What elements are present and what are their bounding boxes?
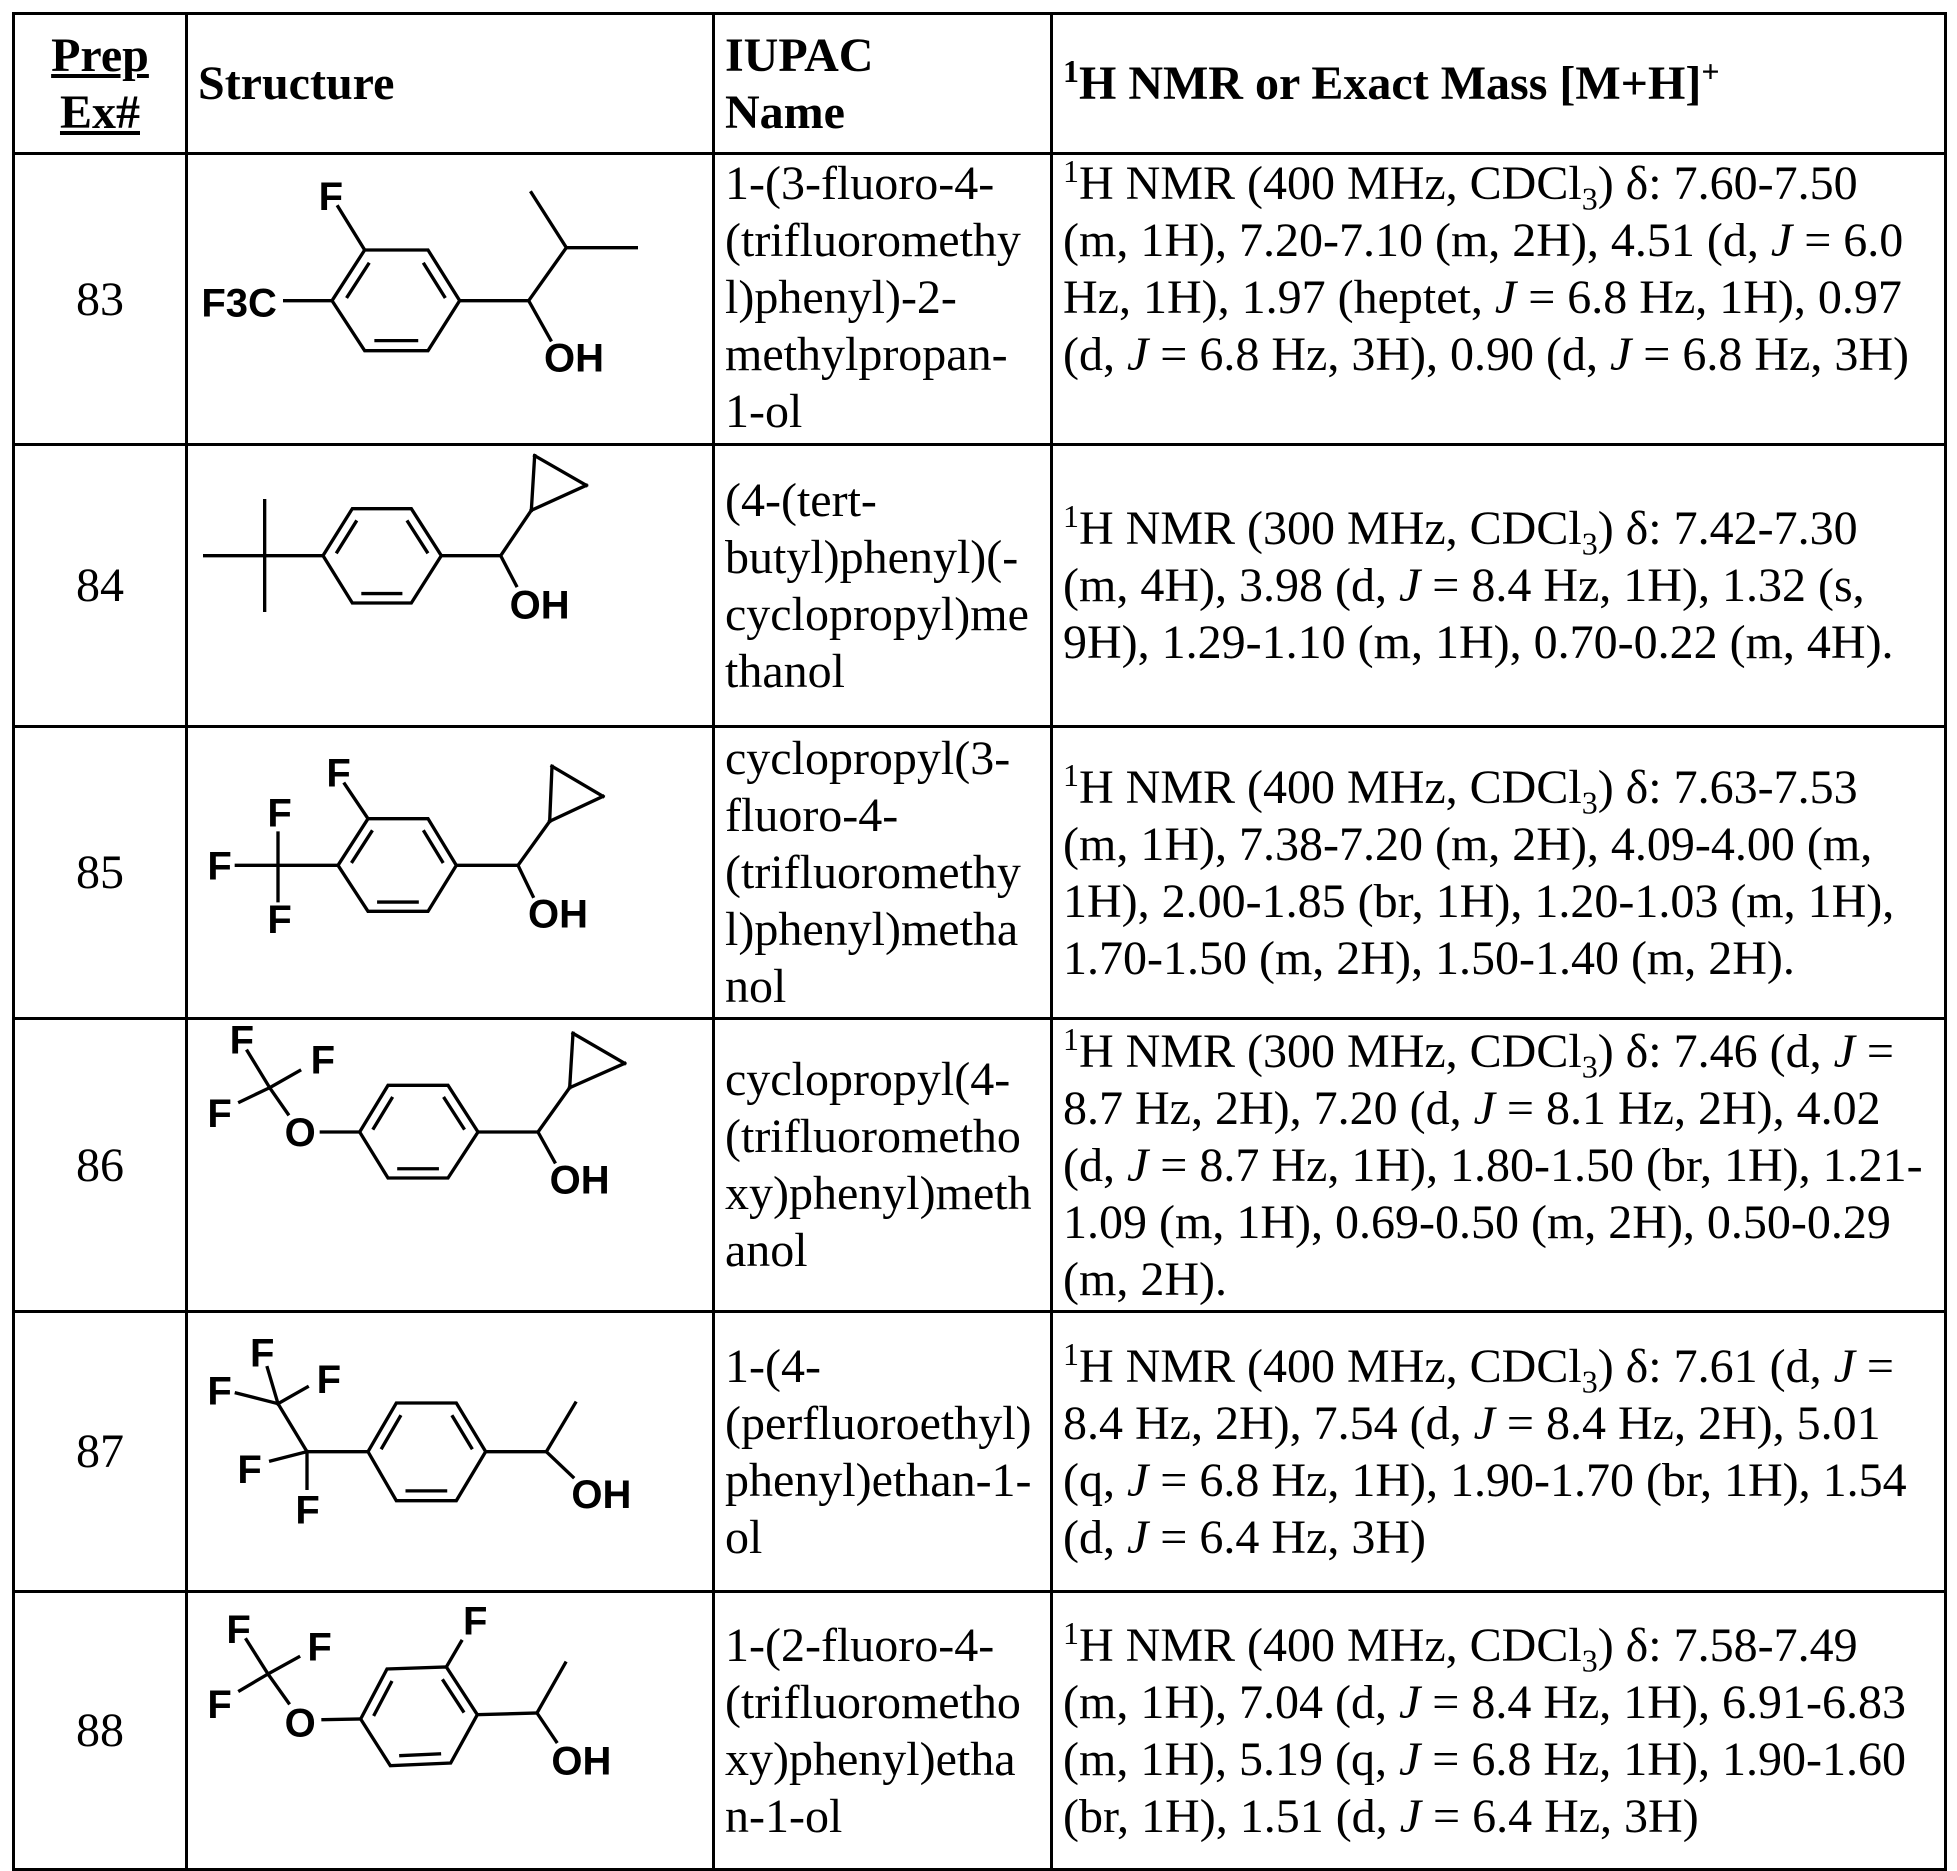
atom-label: F <box>295 1489 319 1533</box>
nmr-data: 1H NMR (300 MHz, CDCl3) δ: 7.42-7.30 (m, 4H), 3.98 (d, J = 8.4 Hz, 1H), 1.32 (s, 9H), 1.29-1.10 (m, 1H), 0.70-0.22 (m, 4H). <box>1052 445 1946 727</box>
bond <box>537 1713 556 1742</box>
bond <box>236 1393 278 1404</box>
prep-ex-number: 85 <box>14 727 187 1019</box>
header-prep-ex <box>14 14 187 154</box>
atom-label: O <box>285 1701 316 1745</box>
double-bond <box>401 1754 440 1756</box>
table-row <box>14 727 1946 1019</box>
structure-cell <box>187 1592 714 1870</box>
atom-label: F3C <box>201 282 277 326</box>
iupac-name-line: l)phenyl)metha <box>725 901 1040 958</box>
header-iupac-name <box>714 14 1052 154</box>
iupac-name-line: (trifluoromethy <box>725 212 1040 269</box>
bond <box>531 456 534 511</box>
bond <box>240 1674 268 1691</box>
structure-cell <box>187 1019 714 1312</box>
bond <box>323 1719 361 1720</box>
atom-label: F <box>207 845 231 889</box>
iupac-name-line: methylpropan- <box>725 326 1040 383</box>
iupac-name-line: cyclopropyl)me <box>725 586 1040 643</box>
iupac-name-line: 1-(4- <box>725 1338 1040 1395</box>
atom-label: F <box>317 1358 341 1402</box>
structure-drawing <box>188 1020 715 1310</box>
benzene-ring <box>338 819 456 912</box>
structure-drawing <box>188 155 715 443</box>
bond <box>477 1713 537 1715</box>
bond <box>529 301 551 340</box>
structure-drawing <box>188 728 715 1017</box>
benzene-ring <box>332 250 460 351</box>
iupac-name-line: n-1-ol <box>725 1788 1040 1845</box>
nmr-data: 1H NMR (300 MHz, CDCl3) δ: 7.46 (d, J = 8.7 Hz, 2H), 7.20 (d, J = 8.1 Hz, 2H), 4.02 (d, J = 8.7 Hz, 1H), 1.80-1.50 (br, 1H), 1.21-1.09 (m, 1H), 0.69-0.50 (m, 2H), 0.50-0.29 (m, 2H). <box>1052 1019 1946 1312</box>
bond <box>501 556 517 586</box>
atom-label: F <box>463 1600 487 1644</box>
structure-cell <box>187 1312 714 1592</box>
header-prep-line: Prep <box>51 29 149 82</box>
bond <box>278 1387 307 1404</box>
atom-label: OH <box>550 1159 610 1203</box>
atom-label: F <box>250 1331 274 1375</box>
iupac-name <box>714 727 1052 1019</box>
bond <box>278 1404 307 1452</box>
nmr-data: 1H NMR (400 MHz, CDCl3) δ: 7.60-7.50 (m, 1H), 7.20-7.10 (m, 2H), 4.51 (d, J = 6.0 Hz, 1H), 1.97 (heptet, J = 6.8 Hz, 1H), 0.97 (d, J = 6.8 Hz, 3H), 0.90 (d, J = 6.8 Hz, 3H) <box>1052 154 1946 445</box>
bond <box>570 1063 625 1087</box>
bond <box>538 1088 570 1132</box>
prep-ex-number: 87 <box>14 1312 187 1592</box>
structure-cell <box>187 154 714 445</box>
iupac-name-line: thanol <box>725 643 1040 700</box>
table-row <box>14 445 1946 727</box>
header-nmr-sup: 1 <box>1063 53 1079 89</box>
bond <box>531 485 586 510</box>
prep-ex-number: 88 <box>14 1592 187 1870</box>
bond <box>550 766 552 821</box>
bond <box>270 1088 288 1114</box>
iupac-name <box>714 154 1052 445</box>
bond <box>546 1403 575 1452</box>
bond <box>501 510 532 555</box>
atom-label: F <box>326 751 350 795</box>
iupac-name-line: (4-(tert- <box>725 472 1040 529</box>
iupac-name-line: xy)phenyl)etha <box>725 1731 1040 1788</box>
atom-label: F <box>207 1370 231 1414</box>
atom-label: F <box>319 175 343 219</box>
bond <box>446 1641 461 1667</box>
iupac-name <box>714 445 1052 727</box>
iupac-name-line: ol <box>725 1509 1040 1566</box>
bond <box>518 821 550 865</box>
atom-label: F <box>207 1092 231 1136</box>
table-row <box>14 1312 1946 1592</box>
prep-ex-number: 83 <box>14 154 187 445</box>
iupac-name-line: (trifluoromethy <box>725 844 1040 901</box>
bond <box>240 1088 270 1102</box>
atom-label: F <box>237 1448 261 1492</box>
iupac-name-line: nol <box>725 958 1040 1015</box>
header-ex-line: Ex# <box>60 86 140 139</box>
structure-drawing <box>188 1593 715 1868</box>
bond <box>268 1674 289 1703</box>
iupac-name-line: xy)phenyl)meth <box>725 1165 1040 1222</box>
atom-label: F <box>311 1039 335 1083</box>
iupac-name-line: l)phenyl)-2- <box>725 269 1040 326</box>
bond <box>570 1033 573 1087</box>
benzene-ring <box>368 1403 486 1501</box>
prep-ex-number: 84 <box>14 445 187 727</box>
iupac-name-line: cyclopropyl(4- <box>725 1051 1040 1108</box>
bond <box>537 1663 565 1713</box>
atom-label: F <box>267 791 291 835</box>
nmr-data: 1H NMR (400 MHz, CDCl3) δ: 7.63-7.53 (m, 1H), 7.38-7.20 (m, 2H), 4.09-4.00 (m, 1H), 2.00-1.85 (br, 1H), 1.20-1.03 (m, 1H), 1.70-1.50 (m, 2H), 1.50-1.40 (m, 2H). <box>1052 727 1946 1019</box>
header-iupac-line: IUPAC <box>725 29 873 82</box>
nmr-data: 1H NMR (400 MHz, CDCl3) δ: 7.58-7.49 (m, 1H), 7.04 (d, J = 8.4 Hz, 1H), 6.91-6.83 (m, 1H), 5.19 (q, J = 6.8 Hz, 1H), 1.90-1.60 (br, 1H), 1.51 (d, J = 6.4 Hz, 3H) <box>1052 1592 1946 1870</box>
atom-label: OH <box>544 337 604 381</box>
iupac-name-line: 1-(2-fluoro-4- <box>725 1617 1040 1674</box>
nmr-data: 1H NMR (400 MHz, CDCl3) δ: 7.61 (d, J = 8.4 Hz, 2H), 7.54 (d, J = 8.4 Hz, 2H), 5.01 (q, J = 6.8 Hz, 1H), 1.90-1.70 (br, 1H), 1.54 (d, J = 6.4 Hz, 3H) <box>1052 1312 1946 1592</box>
structure-cell <box>187 727 714 1019</box>
bond <box>270 1071 300 1088</box>
iupac-name-line: (perfluoroethyl) <box>725 1395 1040 1452</box>
header-nmr-charge: + <box>1701 53 1719 89</box>
bond <box>546 1452 573 1477</box>
iupac-name-line: fluoro-4- <box>725 787 1040 844</box>
atom-label: O <box>285 1111 316 1155</box>
prep-ex-number: 86 <box>14 1019 187 1312</box>
header-nmr <box>1052 14 1946 154</box>
bond <box>552 766 603 796</box>
benzene-ring <box>323 509 441 603</box>
bond <box>573 1033 625 1063</box>
atom-label: F <box>307 1626 331 1670</box>
bond <box>271 1452 307 1461</box>
iupac-name-line: cyclopropyl(3- <box>725 730 1040 787</box>
header-name-line: Name <box>725 86 845 139</box>
atom-label: OH <box>528 892 588 936</box>
iupac-name <box>714 1312 1052 1592</box>
table-row <box>14 1592 1946 1870</box>
atom-label: F <box>267 898 291 942</box>
atom-label: F <box>226 1608 250 1652</box>
atom-label: F <box>207 1683 231 1727</box>
atom-label: OH <box>510 584 570 628</box>
iupac-name-line: (trifluorometho <box>725 1108 1040 1165</box>
bond <box>531 193 566 248</box>
structure-drawing <box>188 1313 715 1590</box>
header-structure: Structure <box>187 14 714 154</box>
iupac-name-line: anol <box>725 1222 1040 1279</box>
benzene-ring <box>360 1085 478 1178</box>
bond <box>538 1132 555 1162</box>
iupac-name-line: phenyl)ethan-1- <box>725 1452 1040 1509</box>
iupac-name-line: (trifluorometho <box>725 1674 1040 1731</box>
header-nmr-text: H NMR or Exact Mass [M+H] <box>1079 57 1701 110</box>
bond <box>518 865 533 896</box>
atom-label: F <box>230 1020 254 1063</box>
bond <box>535 456 587 486</box>
table-row <box>14 1019 1946 1312</box>
iupac-name <box>714 1592 1052 1870</box>
structure-drawing <box>188 446 715 725</box>
table-row <box>14 154 1946 445</box>
structure-cell <box>187 445 714 727</box>
iupac-name-line: 1-(3-fluoro-4- <box>725 155 1040 212</box>
iupac-name-line: butyl)phenyl)(- <box>725 529 1040 586</box>
atom-label: OH <box>571 1473 631 1517</box>
iupac-name <box>714 1019 1052 1312</box>
bond <box>550 796 603 821</box>
header-row <box>14 14 1946 154</box>
bond <box>268 1657 299 1674</box>
bond <box>529 248 567 301</box>
atom-label: OH <box>551 1740 611 1784</box>
benzene-ring <box>361 1667 478 1766</box>
compound-table <box>12 12 1947 1871</box>
iupac-name-line: 1-ol <box>725 383 1040 440</box>
